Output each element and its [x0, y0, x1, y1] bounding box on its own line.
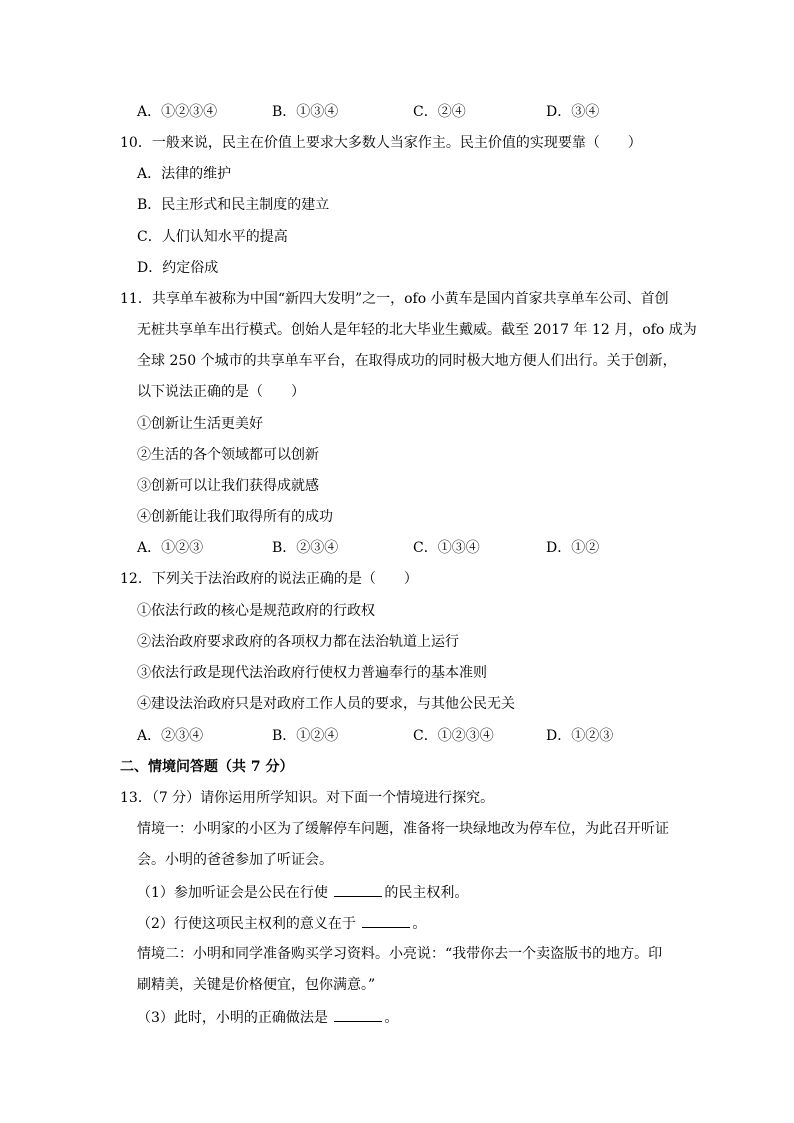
question-stem-line: 11．共享单车被称为中国“新四大发明”之一，ofo 小黄车是国内首家共享单车公司、首创 — [120, 291, 669, 307]
option-d: D．①② — [546, 540, 600, 556]
option-d: D．①②③ — [546, 728, 614, 744]
statement-item: ③依法行政是现代法治政府行使权力普遍奉行的基本准则 — [137, 665, 487, 681]
option-c: C．①②③④ — [413, 728, 494, 744]
option-c: C．人们认知水平的提高 — [137, 229, 288, 245]
option-c: C．②④ — [413, 104, 466, 120]
option-a: A．①②③④ — [137, 104, 218, 120]
answer-blank[interactable] — [334, 1007, 382, 1022]
option-b: B．①②④ — [272, 728, 339, 744]
statement-item: ①依法行政的核心是规范政府的行政权 — [137, 603, 375, 619]
statement-item: ②生活的各个领域都可以创新 — [137, 447, 319, 463]
option-d: D．约定俗成 — [137, 260, 219, 276]
scene-text-line: 情境一：小明家的小区为了缓解停车问题，准备将一块绿地改为停车位，为此召开听证 — [137, 821, 669, 837]
option-c: C．①③④ — [413, 540, 480, 556]
answer-blank[interactable] — [362, 913, 410, 928]
sub-question-2: （2）行使这项民主权利的意义在于 。 — [137, 913, 426, 934]
question-stem-line: 无桩共享单车出行模式。创始人是年轻的北大毕业生戴威。截至 2017 年 12 月，ofo 成为 — [137, 322, 697, 338]
question-stem: 10．一般来说，民主在价值上要求大多数人当家作主。民主价值的实现要靠（ ） — [120, 135, 642, 151]
question-stem-line: 全球 250 个城市的共享单车平台，在取得成功的同时极大地方便人们出行。关于创新， — [137, 353, 677, 369]
statement-item: ④建设法治政府只是对政府工作人员的要求，与其他公民无关 — [137, 696, 515, 712]
sub-question-1: （1）参加听证会是公民在行使 的民主权利。 — [137, 882, 468, 903]
answer-blank[interactable] — [334, 882, 382, 897]
sub-question-3: （3）此时，小明的正确做法是 。 — [137, 1007, 398, 1028]
option-b: B．②③④ — [272, 540, 339, 556]
statement-item: ①创新让生活更美好 — [137, 416, 263, 432]
question-stem-line: 以下说法正确的是（ ） — [137, 384, 305, 400]
statement-item: ③创新可以让我们获得成就感 — [137, 478, 319, 494]
option-a: A．②③④ — [137, 728, 204, 744]
option-a: A．法律的维护 — [137, 166, 232, 182]
scene-text-line: 刷精美，关键是价格便宜，包你满意。” — [137, 977, 376, 993]
statement-item: ④创新能让我们取得所有的成功 — [137, 509, 333, 525]
section-heading: 二、情境问答题（共 7 分） — [120, 759, 294, 775]
option-d: D．③④ — [546, 104, 600, 120]
option-b: B．①③④ — [272, 104, 339, 120]
option-a: A．①②③ — [137, 540, 204, 556]
scene-text-line: 会。小明的爸爸参加了听证会。 — [137, 852, 333, 868]
scene-text-line: 情境二：小明和同学准备购买学习资料。小亮说：“我带你去一个卖盗版书的地方。印 — [137, 946, 663, 962]
question-stem: 12．下列关于法治政府的说法正确的是（ ） — [120, 571, 418, 587]
statement-item: ②法治政府要求政府的各项权力都在法治轨道上运行 — [137, 634, 459, 650]
question-stem: 13．（7 分）请你运用所学知识。对下面一个情境进行探究。 — [120, 790, 495, 806]
option-b: B．民主形式和民主制度的建立 — [137, 197, 330, 213]
